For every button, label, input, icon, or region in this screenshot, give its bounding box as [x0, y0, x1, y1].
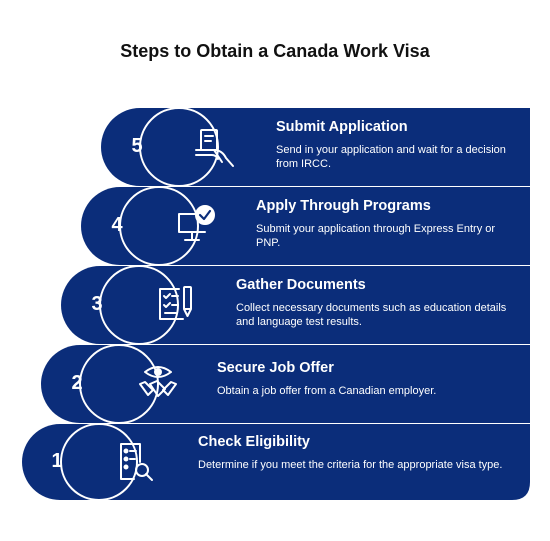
step-5-title: Submit Application: [276, 119, 408, 135]
step-5-description: Send in your application and wait for a decision from IRCC.: [276, 144, 506, 170]
step-4-title: Apply Through Programs: [256, 198, 431, 214]
step-4-number: 4: [111, 214, 123, 236]
page-title: Steps to Obtain a Canada Work Visa: [120, 41, 430, 61]
step-1-number: 1: [51, 450, 63, 472]
step-1-title: Check Eligibility: [198, 434, 310, 450]
step-3-description: Collect necessary documents such as education details and language test results.: [236, 302, 507, 328]
step-1-text: [198, 434, 513, 472]
step-3-text: [236, 277, 516, 329]
step-3-number: 3: [91, 293, 103, 315]
step-5-number: 5: [131, 135, 143, 157]
step-5-text: [276, 119, 521, 171]
step-4-text: [256, 198, 518, 250]
step-2-number: 2: [71, 372, 83, 394]
step-1-description: Determine if you meet the criteria for the appropriate visa type.: [198, 459, 503, 471]
step-2-text: [217, 360, 517, 398]
step-4-description: Submit your application through Express Entry or PNP.: [256, 223, 496, 249]
step-2-title: Secure Job Offer: [217, 360, 334, 376]
step-3-title: Gather Documents: [236, 277, 366, 293]
step-2-description: Obtain a job offer from a Canadian employer.: [217, 385, 437, 397]
